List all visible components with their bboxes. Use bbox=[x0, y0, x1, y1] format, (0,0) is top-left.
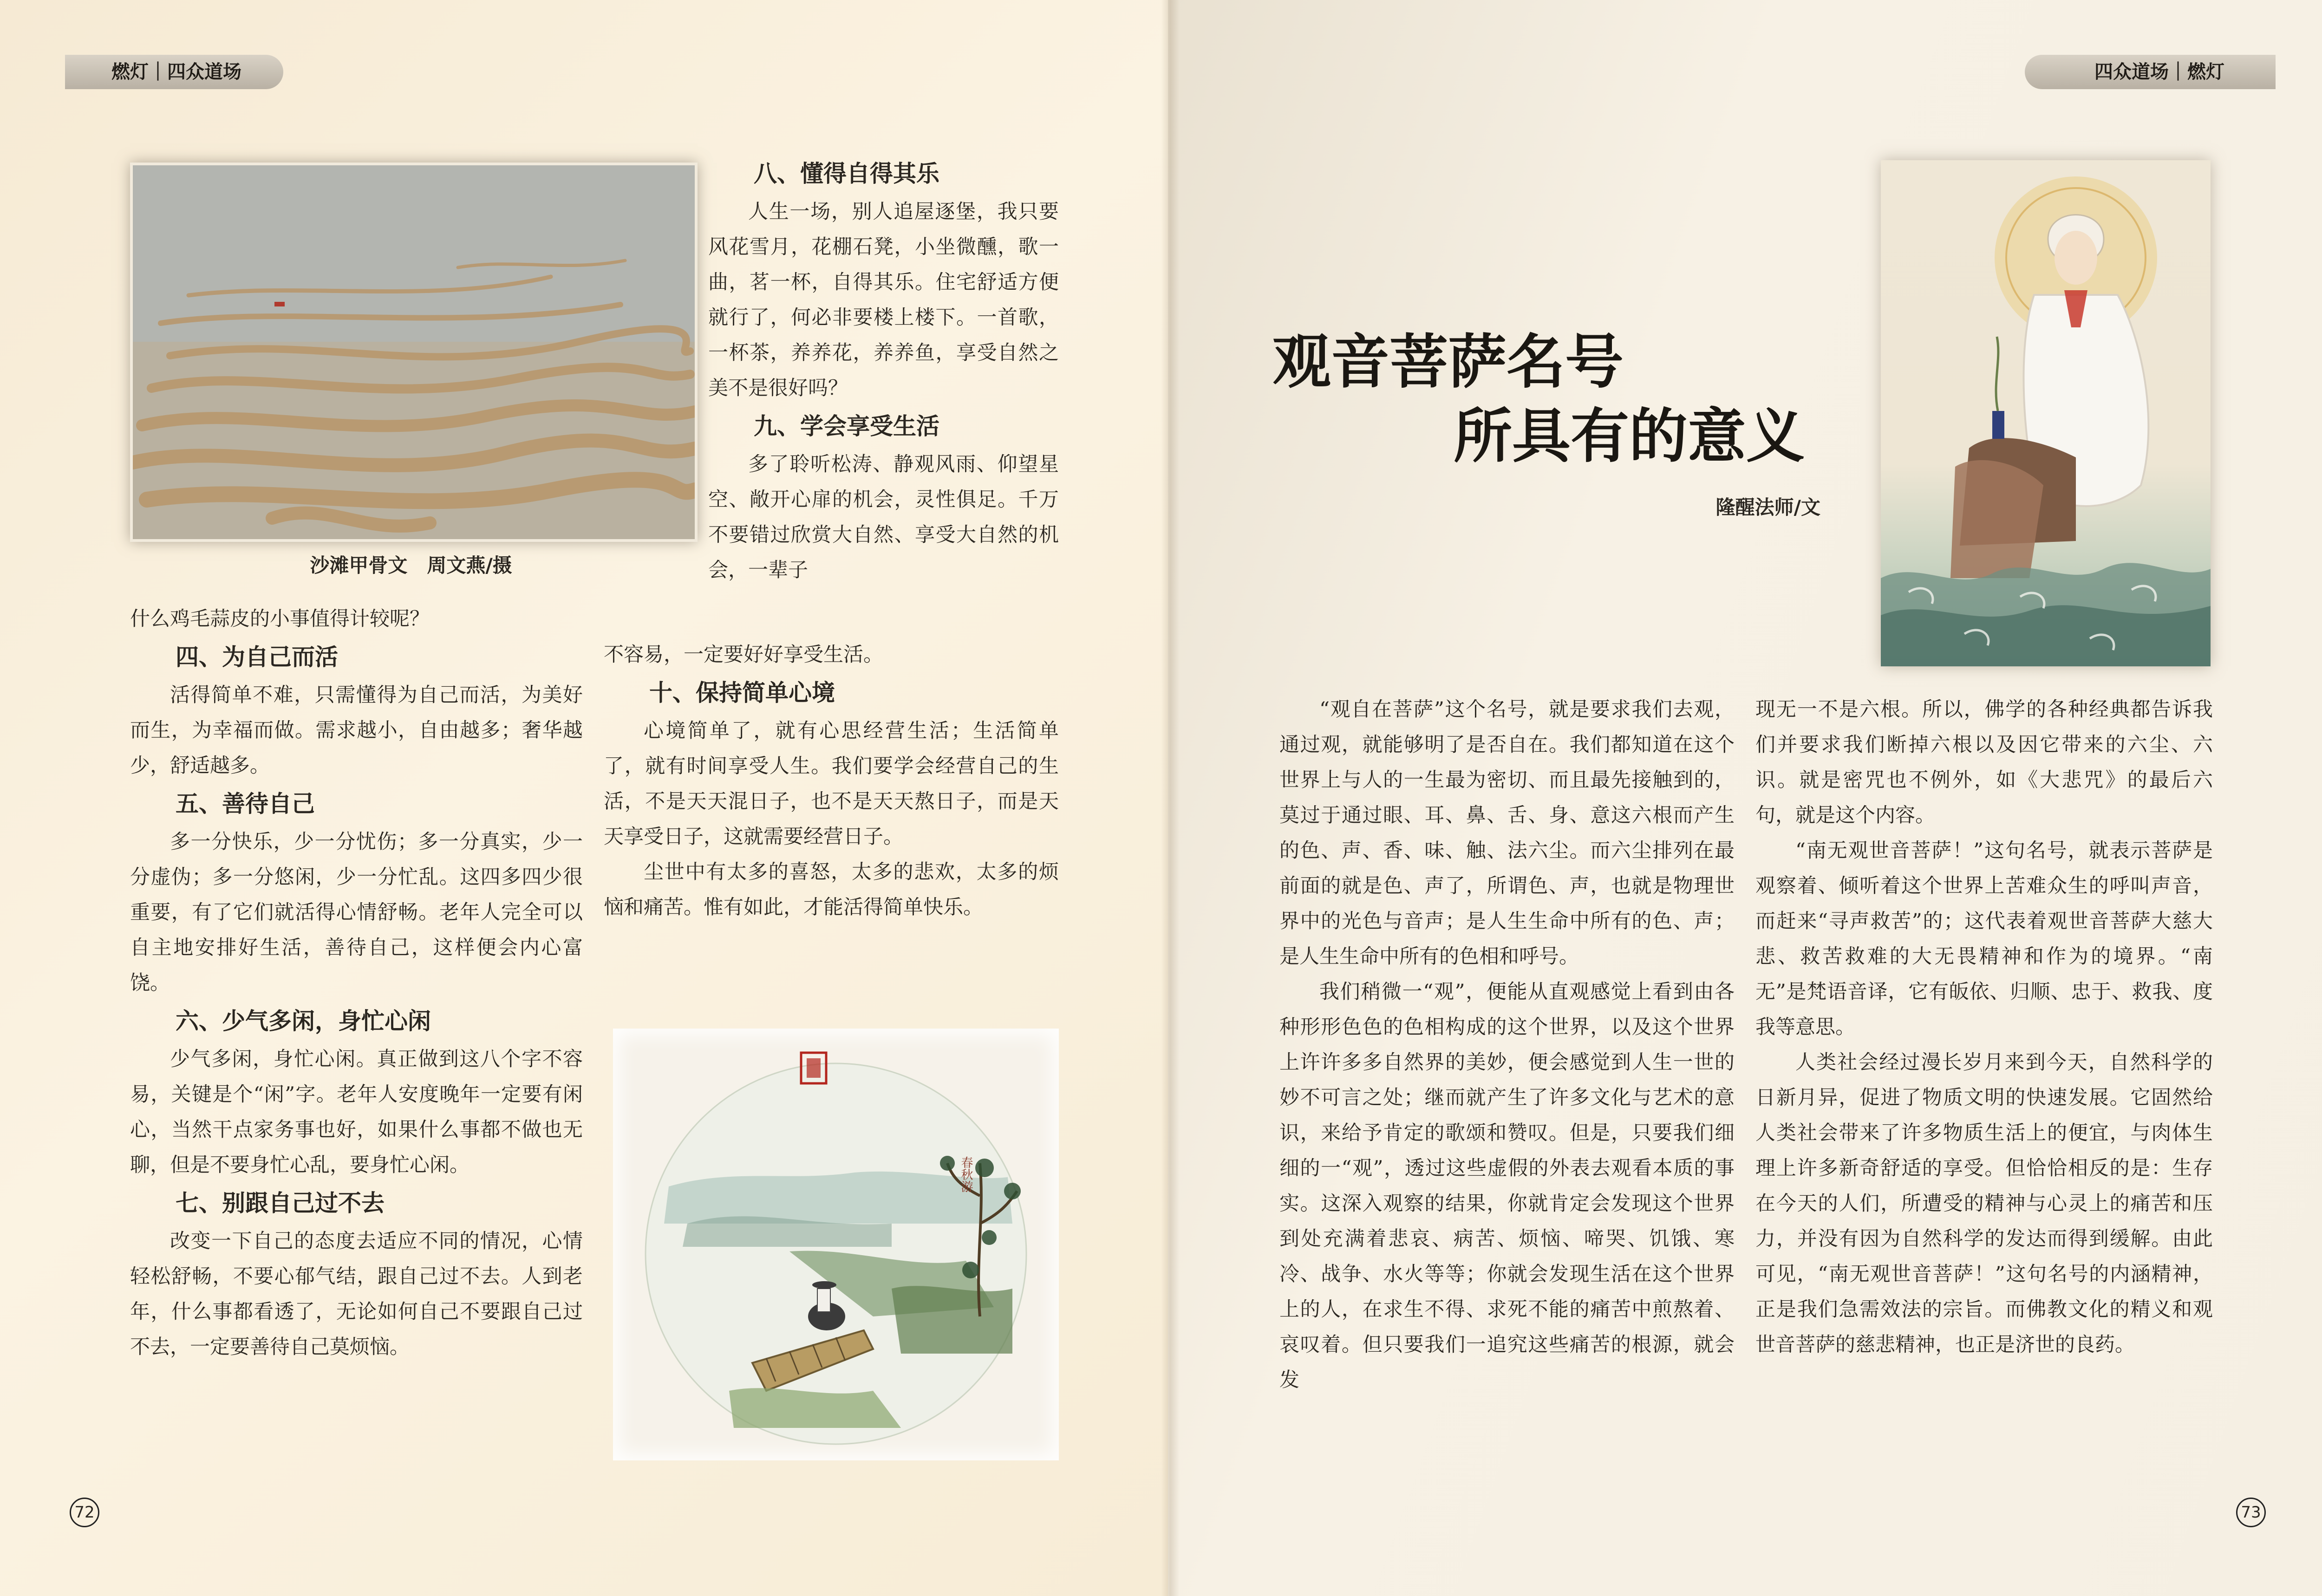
section-heading: 九、学会享受生活 bbox=[754, 413, 939, 440]
photo-caption: 沙滩甲骨文 周文燕/摄 bbox=[310, 554, 512, 577]
section-heading: 七、别跟自己过不去 bbox=[176, 1190, 385, 1217]
sand-oracle-photo bbox=[130, 163, 698, 542]
painting-inscription: 春秋游 bbox=[959, 1156, 973, 1192]
right-running-header: 四众道场｜燃灯 bbox=[2025, 55, 2276, 89]
section-heading: 五、善待自己 bbox=[176, 790, 315, 817]
left-running-header: 燃灯｜四众道场 bbox=[65, 55, 283, 89]
article-author: 隆醒法师/文 bbox=[1715, 496, 1820, 519]
section-heading: 八、懂得自得其乐 bbox=[754, 160, 939, 187]
page-number-left: 72 bbox=[70, 1498, 99, 1527]
paragraph: 我们稍微一“观”，便能从直观感觉上看到由各种形形色色的色相构成的这个世界，以及这个世界上许许多多自然界的美妙，便会感觉到人生一世的妙不可言之处；继而就产生了许多文化与艺术的意识，来给予肯定的歌颂和赞叹。但是，只要我们细细的一“观”，透过这些虚假的外表去观看本质的事实。这深入观察的结果，你就肯定会发现这个世界到处充满着悲哀、病苦、烦恼、啼哭、饥饿、寒冷、战争、水火等等；你就会发现生活在这个世界上的人，在求生不得、求死不能的痛苦中煎熬着、哀叹着。但只要我们一追究这些痛苦的根源，就会发 bbox=[1279, 980, 1735, 1392]
paragraph: 尘世中有太多的喜怒，太多的悲欢，太多的烦恼和痛苦。惟有如此，才能活得简单快乐。 bbox=[604, 860, 1059, 919]
left-column-2-lower bbox=[604, 637, 1059, 925]
left-column-2-upper bbox=[708, 153, 1059, 588]
paragraph: 人生一场，别人追屋逐堡，我只要风花雪月，花棚石凳，小坐微醺，歌一曲，茗一杯，自得其乐。住宅舒适方便就行了，何必非要楼上楼下。一首歌，一杯茶，养养花，养养鱼，享受自然之美不是很好吗？ bbox=[708, 200, 1059, 400]
page-number-right: 73 bbox=[2236, 1498, 2266, 1527]
paragraph: “南无观世音菩萨！”这句名号，就表示菩萨是观察着、倾听着这个世界上苦难众生的呼叫声音，而赶来“寻声救苦”的；这代表着观世音菩萨大慈大悲、救苦救难的大无畏精神和作为的境界。“南无”是梵语音译，它有皈依、归顺、忠于、救我、度我等意思。 bbox=[1755, 839, 2213, 1039]
paragraph: 改变一下自己的态度去适应不同的情况，心情轻松舒畅，不要心郁气结，跟自己过不去。人到老年，什么事都看透了，无论如何自己不要跟自己过不去，一定要善待自己莫烦恼。 bbox=[130, 1230, 583, 1359]
guanyin-painting bbox=[1881, 160, 2211, 666]
paragraph: 现无一不是六根。所以，佛学的各种经典都告诉我们并要求我们断掉六根以及因它带来的六尘、六识。就是密咒也不例外，如《大悲咒》的最后六句，就是这个内容。 bbox=[1755, 698, 2213, 827]
paragraph: 多一分快乐，少一分忧伤；多一分真实，少一分虚伪；多一分悠闲，少一分忙乱。这四多四少很重要，有了它们就活得心情舒畅。老年人完全可以自主地安排好生活，善待自己，这样便会内心富饶。 bbox=[130, 830, 583, 995]
paragraph: 多了聆听松涛、静观风雨、仰望星空、敞开心扉的机会，灵性俱足。千万不要错过欣赏大自然、享受大自然的机会，一辈子 bbox=[708, 453, 1059, 582]
paragraph: 什么鸡毛蒜皮的小事值得计较呢？ bbox=[130, 607, 430, 631]
paragraph: 少气多闲，身忙心闲。真正做到这八个字不容易，关键是个“闲”字。老年人安度晚年一定要有闲心，当然干点家务事也好，如果什么事都不做也无聊，但是不要身忙心乱，要身忙心闲。 bbox=[130, 1048, 583, 1177]
right-column-2 bbox=[1755, 692, 2213, 1362]
page-gutter bbox=[1161, 0, 1180, 1596]
section-heading: 六、少气多闲，身忙心闲 bbox=[176, 1008, 431, 1035]
paragraph: 不容易，一定要好好享受生活。 bbox=[604, 643, 883, 666]
paragraph: 活得简单不难，只需懂得为自己而活，为美好而生，为幸福而做。需求越小，自由越多；奢华越少，舒适越多。 bbox=[130, 684, 583, 777]
paragraph: 心境简单了，就有心思经营生活；生活简单了，就有时间享受人生。我们要学会经营自己的生活，不是天天混日子，也不是天天熬日子，而是天天享受日子，这就需要经营日子。 bbox=[604, 719, 1059, 848]
section-heading: 四、为自己而活 bbox=[176, 644, 338, 671]
article-title-line-1: 观音菩萨名号 bbox=[1272, 328, 1624, 396]
section-heading: 十、保持简单心境 bbox=[649, 679, 835, 706]
right-column-1 bbox=[1279, 692, 1735, 1398]
landscape-painting bbox=[613, 1029, 1059, 1460]
paragraph: “观自在菩萨”这个名号，就是要求我们去观，通过观，就能够明了是否自在。我们都知道在这个世界上与人的一生最为密切、而且最先接触到的，莫过于通过眼、耳、鼻、舌、身、意这六根而产生的色、声、香、味、触、法六尘。而六尘排列在最前面的就是色、声了，所谓色、声，也就是物理世界中的光色与音声；是人生生命中所有的色、声；是人生生命中所有的色相和呼号。 bbox=[1279, 698, 1735, 968]
paragraph: 人类社会经过漫长岁月来到今天，自然科学的日新月异，促进了物质文明的快速发展。它固然给人类社会带来了许多物质生活上的便宜，与肉体生理上许多新奇舒适的享受。但恰恰相反的是：生存在今天的人们，所遭受的精神与心灵上的痛苦和压力，并没有因为自然科学的发达而得到缓解。由此可见，“南无观世音菩萨！”这句名号的内涵精神，正是我们急需效法的宗旨。而佛教文化的精义和观世音菩萨的慈悲精神，也正是济世的良药。 bbox=[1755, 1051, 2213, 1356]
article-title bbox=[1272, 325, 1876, 474]
article-title-line-2: 所具有的意义 bbox=[1454, 402, 1805, 470]
left-column-1 bbox=[130, 601, 583, 1365]
